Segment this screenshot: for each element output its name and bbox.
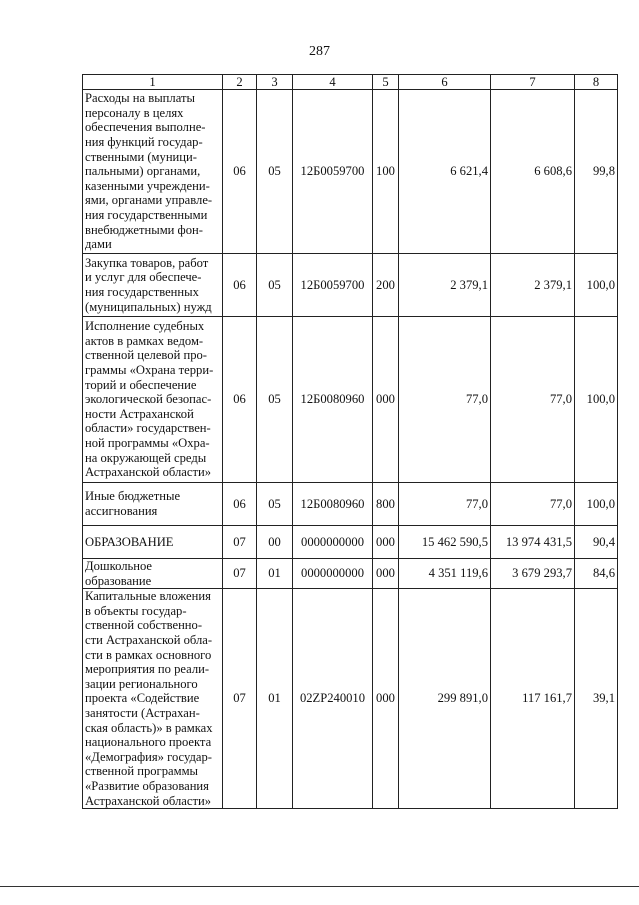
executed-amount-cell: 77,0: [491, 483, 575, 526]
budget-execution-table: [82, 74, 618, 809]
column-header: 1: [83, 75, 223, 90]
row-name-cell: [83, 317, 223, 483]
row-name-line: ности Астраханской: [85, 406, 194, 421]
row-name-line: ассигнования: [85, 504, 158, 518]
expense-type-cell: 800: [373, 483, 399, 526]
subsection-code-cell: 05: [257, 90, 293, 254]
row-name-line: на окружающей среды: [85, 450, 207, 465]
execution-percent-cell: 100,0: [575, 483, 618, 526]
execution-percent-cell: 100,0: [575, 254, 618, 317]
row-name-line: ОБРАЗОВАНИЕ: [85, 534, 174, 549]
target-article-cell: 12Б0059700: [293, 254, 373, 317]
expense-type-cell: 000: [373, 559, 399, 589]
column-header: 2: [223, 75, 257, 90]
row-name-line: Закупка товаров, работ: [85, 255, 209, 270]
expense-type-cell: 000: [373, 526, 399, 559]
row-name-line: актов в рамках ведом-: [85, 333, 204, 348]
row-name-line: сти Астраханской обла-: [85, 633, 213, 648]
executed-amount-cell: 3 679 293,7: [491, 559, 575, 589]
column-header: 5: [373, 75, 399, 90]
row-name-line: обеспечения выполне-: [85, 120, 206, 135]
section-code-cell: 07: [223, 526, 257, 559]
subsection-code-cell: 05: [257, 317, 293, 483]
row-name-cell: [83, 526, 223, 559]
row-name-cell: [83, 589, 223, 809]
planned-amount-cell: 77,0: [399, 483, 491, 526]
row-name-line: мероприятия по реали-: [85, 662, 210, 677]
row-name-line: проекта «Содействие: [85, 691, 200, 706]
row-name-line: Расходы на выплаты: [85, 91, 195, 106]
row-name-line: граммы «Охрана терри-: [85, 363, 214, 378]
subsection-code-cell: 05: [257, 254, 293, 317]
planned-amount-cell: 77,0: [399, 317, 491, 483]
row-name-cell: [83, 559, 223, 589]
column-header: 3: [257, 75, 293, 90]
executed-amount-cell: 77,0: [491, 317, 575, 483]
row-name-line: Астраханской области»: [85, 465, 212, 480]
table-row: [83, 559, 618, 589]
table-header-row: [83, 75, 618, 90]
table-row: [83, 90, 618, 254]
row-name-line: ния государственными: [85, 207, 208, 222]
expense-type-cell: 000: [373, 589, 399, 809]
expense-type-cell: 100: [373, 90, 399, 254]
execution-percent-cell: 39,1: [575, 589, 618, 809]
row-name-line: и услуг для обеспече-: [85, 270, 202, 285]
row-name-line: внебюджетными фон-: [85, 222, 203, 237]
row-name-line: занятости (Астрахан-: [85, 705, 200, 720]
row-name-line: сти в рамках основного: [85, 647, 212, 662]
row-name-line: ями, органами управле-: [85, 193, 213, 208]
executed-amount-cell: 13 974 431,5: [491, 526, 575, 559]
row-name-line: (муниципальных) нужд: [85, 299, 212, 314]
target-article-cell: 0000000000: [293, 559, 373, 589]
row-name-line: зации регионального: [85, 676, 198, 691]
section-code-cell: 06: [223, 483, 257, 526]
execution-percent-cell: 99,8: [575, 90, 618, 254]
page-number: 287: [309, 44, 330, 59]
planned-amount-cell: 299 891,0: [399, 589, 491, 809]
column-header: 8: [575, 75, 618, 90]
row-name-line: ственной собственно-: [85, 618, 203, 633]
target-article-cell: 12Б0059700: [293, 90, 373, 254]
column-header: 4: [293, 75, 373, 90]
table-row: [83, 317, 618, 483]
row-name-line: Дошкольное: [85, 559, 153, 573]
row-name-line: Иные бюджетные: [85, 489, 181, 504]
section-code-cell: 07: [223, 559, 257, 589]
row-name-line: в объекты государ-: [85, 603, 187, 618]
table-row: [83, 254, 618, 317]
row-name-line: ной программы «Охра-: [85, 435, 210, 450]
page-bottom-rule: [0, 886, 639, 887]
planned-amount-cell: 4 351 119,6: [399, 559, 491, 589]
expense-type-cell: 000: [373, 317, 399, 483]
table-row: [83, 589, 618, 809]
row-name-line: казенными учреждени-: [85, 178, 210, 193]
row-name-line: «Демография» государ-: [85, 749, 212, 764]
row-name-line: пальными) органами,: [85, 164, 201, 179]
section-code-cell: 06: [223, 317, 257, 483]
column-header: 7: [491, 75, 575, 90]
subsection-code-cell: 01: [257, 559, 293, 589]
section-code-cell: 07: [223, 589, 257, 809]
row-name-line: «Развитие образования: [85, 778, 209, 793]
table-row: [83, 483, 618, 526]
row-name-line: ственной целевой про-: [85, 348, 207, 363]
subsection-code-cell: 00: [257, 526, 293, 559]
executed-amount-cell: 6 608,6: [491, 90, 575, 254]
row-name-line: ственной программы: [85, 764, 199, 779]
execution-percent-cell: 90,4: [575, 526, 618, 559]
row-name-cell: [83, 90, 223, 254]
executed-amount-cell: 117 161,7: [491, 589, 575, 809]
row-name-line: персоналу в целях: [85, 105, 184, 120]
row-name-line: Астраханской области»: [85, 793, 212, 808]
row-name-line: ния функций государ-: [85, 135, 203, 150]
row-name-line: Капитальные вложения: [85, 589, 211, 604]
target-article-cell: 12Б0080960: [293, 317, 373, 483]
row-name-line: национального проекта: [85, 735, 212, 750]
row-name-line: ния государственных: [85, 285, 199, 299]
subsection-code-cell: 05: [257, 483, 293, 526]
execution-percent-cell: 100,0: [575, 317, 618, 483]
target-article-cell: 02ZP240010: [293, 589, 373, 809]
executed-amount-cell: 2 379,1: [491, 254, 575, 317]
row-name-line: ская область)» в рамках: [85, 720, 213, 735]
row-name-line: ственными (муници-: [85, 149, 197, 164]
planned-amount-cell: 2 379,1: [399, 254, 491, 317]
row-name-line: торий и обеспечение: [85, 377, 197, 392]
row-name-line: области» государствен-: [85, 421, 211, 436]
section-code-cell: 06: [223, 254, 257, 317]
row-name-line: экологической безопас-: [85, 392, 212, 407]
expense-type-cell: 200: [373, 254, 399, 317]
column-header: 6: [399, 75, 491, 90]
planned-amount-cell: 15 462 590,5: [399, 526, 491, 559]
row-name-line: дами: [85, 237, 112, 252]
target-article-cell: 0000000000: [293, 526, 373, 559]
table-row: [83, 526, 618, 559]
row-name-line: образование: [85, 573, 152, 588]
target-article-cell: 12Б0080960: [293, 483, 373, 526]
table-body: [83, 90, 618, 809]
row-name-cell: [83, 483, 223, 526]
row-name-line: Исполнение судебных: [85, 319, 205, 334]
row-name-cell: [83, 254, 223, 317]
execution-percent-cell: 84,6: [575, 559, 618, 589]
section-code-cell: 06: [223, 90, 257, 254]
planned-amount-cell: 6 621,4: [399, 90, 491, 254]
subsection-code-cell: 01: [257, 589, 293, 809]
